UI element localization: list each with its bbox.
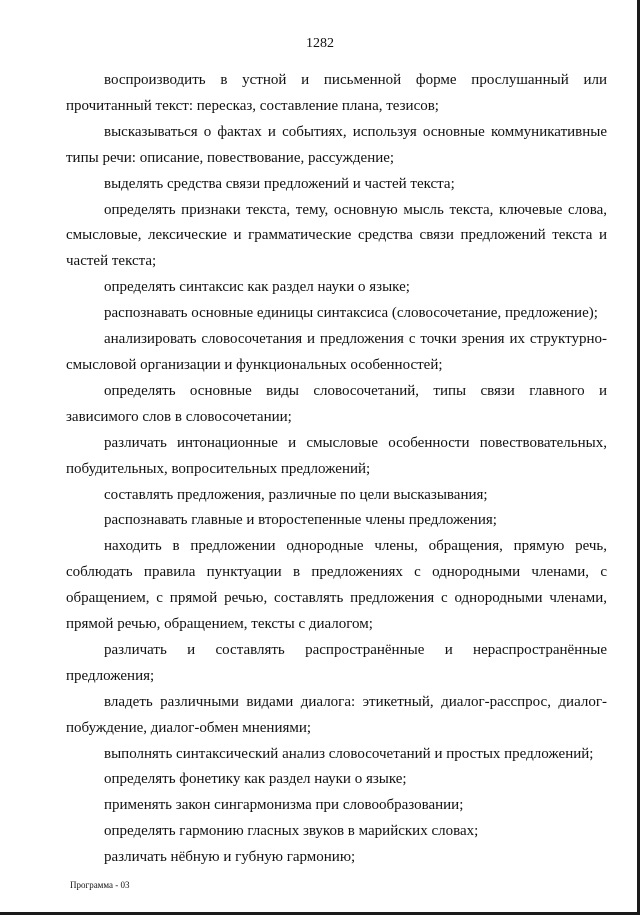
paragraph: применять закон сингармонизма при словообразовании; [104, 797, 464, 814]
paragraph: выполнять синтаксический анализ словосочетаний и простых предложений; [104, 745, 594, 762]
page-number: 1282 [306, 36, 334, 51]
paragraph: выделять средства связи предложений и частей текста; [104, 175, 455, 192]
paragraph: различать нёбную и губную гармонию; [104, 849, 356, 866]
paragraph: определять гармонию гласных звуков в марийских словах; [104, 823, 479, 840]
paragraph: определять признаки текста, тему, основную мысль текста, ключевые слова, смысловые, лексические и грамматические средства связи предложений текста и частей текста; [66, 201, 607, 270]
paragraph: владеть различными видами диалога: этикетный, диалог-расспрос, диалог-побуждение, диалог-обмен мнениями; [66, 693, 607, 736]
paragraph: определять основные виды словосочетаний, типы связи главного и зависимого слов в словосочетании; [66, 382, 607, 425]
footer-program-label: Программа - 03 [70, 880, 130, 890]
paragraph: различать и составлять распространённые и нераспространённые предложения; [66, 641, 607, 684]
paragraph: составлять предложения, различные по цели высказывания; [104, 486, 488, 503]
paragraph: различать интонационные и смысловые особенности повествовательных, побудительных, вопросительных предложений; [66, 434, 607, 477]
paragraph: анализировать словосочетания и предложения с точки зрения их структурно-смысловой организации и функциональных особенностей; [66, 331, 607, 373]
paragraph: воспроизводить в устной и письменной форме прослушанный или прочитанный текст: пересказ, составление плана, тезисов; [66, 72, 607, 114]
paragraph: высказываться о фактах и событиях, используя основные коммуникативные типы речи: описание, повествование, рассуждение; [66, 123, 607, 166]
paragraph: распознавать основные единицы синтаксиса (словосочетание, предложение); [104, 305, 598, 322]
paragraph: определять фонетику как раздел науки о языке; [104, 771, 407, 788]
paragraph: распознавать главные и второстепенные члены предложения; [104, 512, 497, 529]
paragraph: находить в предложении однородные члены, обращения, прямую речь, соблюдать правила пунктуации в предложениях с однородными членами, с обращением, с прямой речью, составлять предложения с однородными членами, прямой речью, обращением, тексты с диалогом; [66, 538, 607, 633]
paragraph: определять синтаксис как раздел науки о языке; [104, 279, 410, 296]
body-text [66, 68, 607, 871]
